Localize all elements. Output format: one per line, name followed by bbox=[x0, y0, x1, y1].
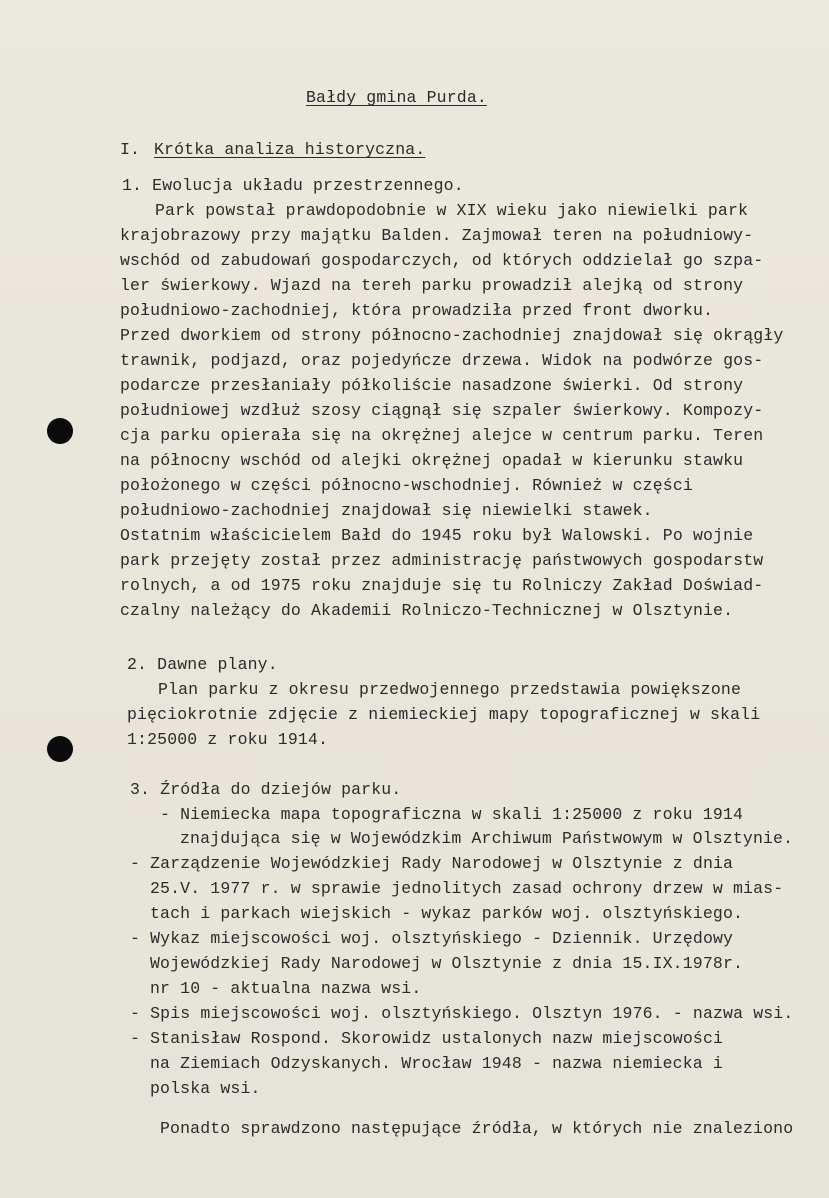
paragraph-line: Ostatnim właścicielem Bałd do 1945 roku był Walowski. Po wojnie bbox=[120, 526, 754, 545]
subsection-title: 2. Dawne plany. bbox=[127, 655, 278, 674]
source-list-item: nr 10 - aktualna nazwa wsi. bbox=[150, 979, 422, 998]
paragraph-line: Plan parku z okresu przedwojennego przedstawia powiększone bbox=[158, 680, 741, 699]
source-list-item: na Ziemiach Odzyskanych. Wrocław 1948 - nazwa niemiecka i bbox=[150, 1054, 723, 1073]
source-list-item: 25.V. 1977 r. w sprawie jednolitych zasad ochrony drzew w mias- bbox=[150, 879, 784, 898]
paragraph-line: położonego w części północno-wschodniej. Również w części bbox=[120, 476, 693, 495]
section-title: Krótka analiza historyczna. bbox=[154, 140, 426, 159]
paragraph-line: czalny należący do Akademii Rolniczo-Technicznej w Olsztynie. bbox=[120, 601, 734, 620]
paragraph-line: południowo-zachodniej, która prowadziła przed front dworku. bbox=[120, 301, 714, 320]
source-list-item: - Spis miejscowości woj. olsztyńskiego. Olsztyn 1976. - nazwa wsi. bbox=[130, 1004, 794, 1023]
subsection-title: 3. Źródła do dziejów parku. bbox=[130, 780, 402, 799]
paragraph-line: krajobrazowy przy majątku Balden. Zajmował teren na południowy- bbox=[120, 226, 754, 245]
source-list-item: - Zarządzenie Wojewódzkiej Rady Narodowej w Olsztynie z dnia bbox=[130, 854, 734, 873]
document-title: Bałdy gmina Purda. bbox=[306, 88, 487, 107]
paragraph-line: park przejęty został przez administrację państwowych gospodarstw bbox=[120, 551, 764, 570]
section-number: I. bbox=[120, 140, 141, 159]
paragraph-line: 1:25000 z roku 1914. bbox=[127, 730, 329, 749]
paragraph-line: trawnik, podjazd, oraz pojedyńcze drzewa. Widok na podwórze gos- bbox=[120, 351, 764, 370]
paragraph-line: ler świerkowy. Wjazd na tereh parku prowadził alejką od strony bbox=[120, 276, 744, 295]
paragraph-line: cja parku opierała się na okrężnej alejce w centrum parku. Teren bbox=[120, 426, 764, 445]
paragraph-line: południowo-zachodniej znajdował się niewielki stawek. bbox=[120, 501, 653, 520]
paragraph-line: Ponadto sprawdzono następujące źródła, w których nie znaleziono bbox=[160, 1119, 794, 1138]
paragraph-line: rolnych, a od 1975 roku znajduje się tu Rolniczy Zakład Doświad- bbox=[120, 576, 764, 595]
source-list-item: polska wsi. bbox=[150, 1079, 261, 1098]
paragraph-line: na północny wschód od alejki okrężnej opadał w kierunku stawku bbox=[120, 451, 744, 470]
paragraph-line: wschód od zabudowań gospodarczych, od których oddzielał go szpa- bbox=[120, 251, 764, 270]
source-list-item: znajdująca się w Wojewódzkim Archiwum Państwowym w Olsztynie. bbox=[180, 829, 794, 848]
paragraph-line: Przed dworkiem od strony północno-zachodniej znajdował się okrągły bbox=[120, 326, 784, 345]
source-list-item: - Wykaz miejscowości woj. olsztyńskiego - Dziennik. Urzędowy bbox=[130, 929, 734, 948]
paragraph-line: południowej wzdłuż szosy ciągnął się szpaler świerkowy. Kompozy- bbox=[120, 401, 764, 420]
source-list-item: tach i parkach wiejskich - wykaz parków woj. olsztyńskiego. bbox=[150, 904, 744, 923]
paragraph-line: pięciokrotnie zdjęcie z niemieckiej mapy topograficznej w skali bbox=[127, 705, 761, 724]
paragraph-line: podarcze przesłaniały półkoliście nasadzone świerki. Od strony bbox=[120, 376, 744, 395]
source-list-item: - Niemiecka mapa topograficzna w skali 1:25000 z roku 1914 bbox=[160, 805, 743, 824]
paragraph-line: Park powstał prawdopodobnie w XIX wieku jako niewielki park bbox=[155, 201, 749, 220]
punch-hole bbox=[47, 418, 73, 444]
punch-hole bbox=[47, 736, 73, 762]
source-list-item: Wojewódzkiej Rady Narodowej w Olsztynie z dnia 15.IX.1978r. bbox=[150, 954, 744, 973]
subsection-title: 1. Ewolucja układu przestrzennego. bbox=[122, 176, 464, 195]
source-list-item: - Stanisław Rospond. Skorowidz ustalonych nazw miejscowości bbox=[130, 1029, 724, 1048]
